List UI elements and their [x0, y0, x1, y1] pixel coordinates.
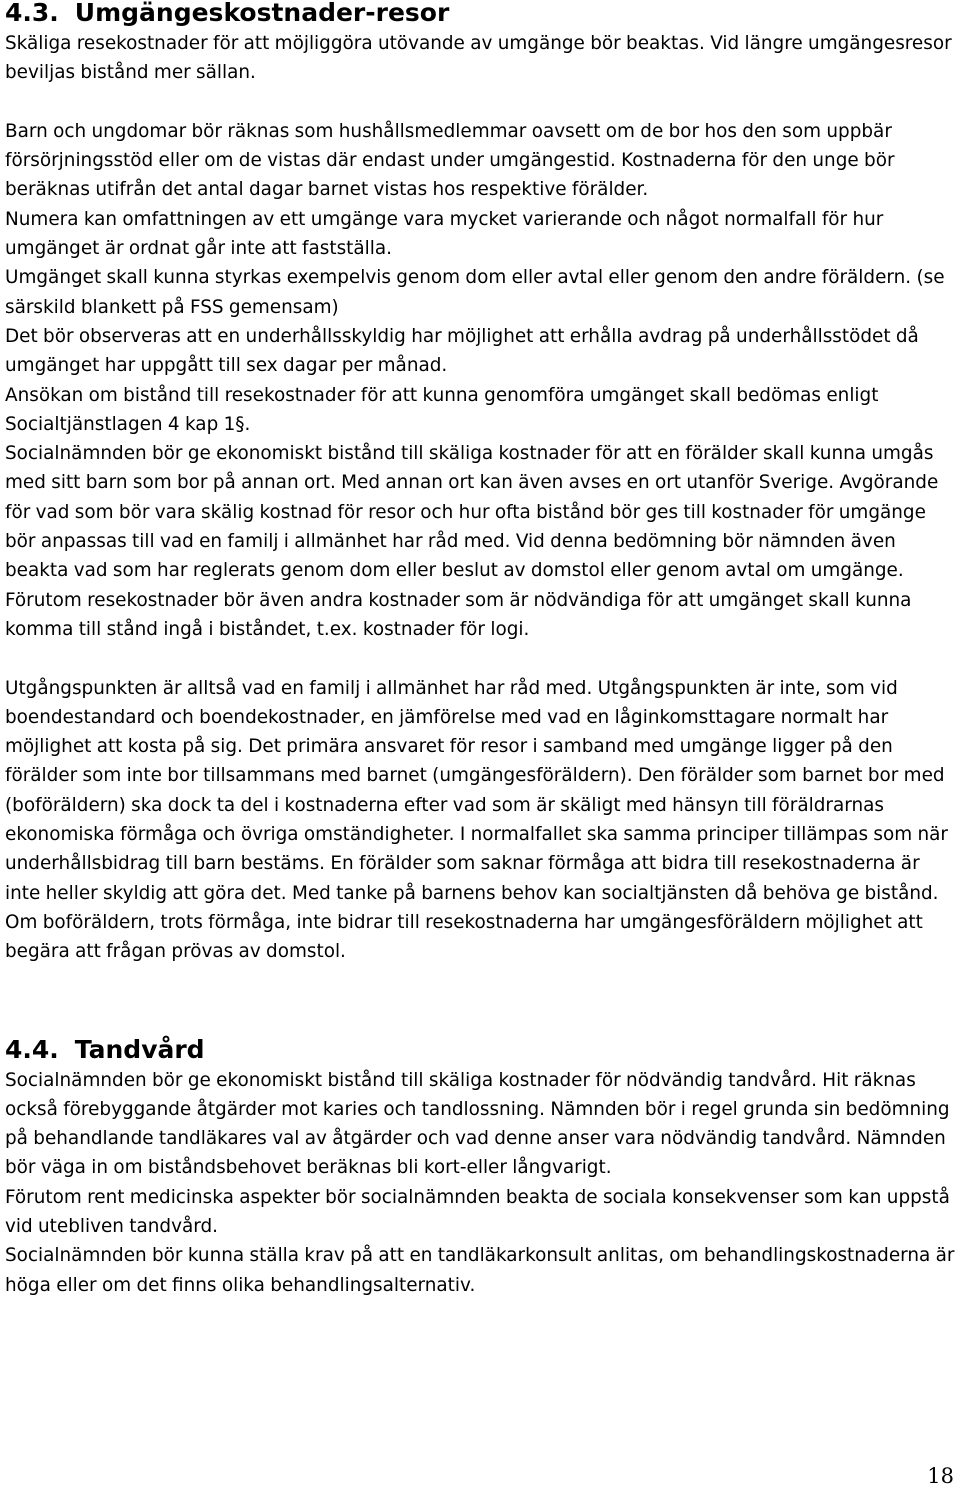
section-number: 4.4. — [5, 1034, 59, 1064]
paragraph-gap — [5, 88, 957, 117]
body-paragraph: Numera kan omfattningen av ett umgänge vara mycket varierande och något normalfall för hur umgänget är ordnat går inte att fastställa. — [5, 208, 884, 260]
body-paragraph: Socialnämnden bör ge ekonomiskt bistånd till skäliga kostnader för att en förälder skall kunna umgås med sitt barn som bor på annan ort. Med annan ort kan även avses en ort utanför Sverige. Avgörande för vad som bör vara skälig kostnad för resor och hur ofta bistånd bör ges till kostnader för umgänge bör anpassas till vad en familj i allmänhet har råd med. Vid denna bedömning bör nämnden även beakta vad som har reglerats genom dom eller beslut av domstol eller genom avtal om umgänge. Förutom resekostnader bör även andra kostnader som är nödvändiga för att umgänget skall kunna komma till stånd ingå i biståndet, t.ex. kostnader för logi. — [5, 443, 939, 640]
body-paragraph: Ansökan om bistånd till resekostnader för att kunna genomföra umgänget skall bedömas enligt Socialtjänstlagen 4 kap 1§. — [5, 384, 879, 435]
body-paragraph: Barn och ungdomar bör räknas som hushållsmedlemmar oavsett om de bor hos den som uppbär försörjningsstöd eller om de vistas där endast under umgängestid. Kostnaderna för den unge bör beräknas utifrån det antal dagar barnet vistas hos respektive förälder. — [5, 120, 895, 201]
section-title: Tandvård — [74, 1034, 205, 1064]
section-heading-umgangeskostnader — [5, 0, 957, 26]
document-page — [5, 0, 957, 1300]
body-paragraph: Socialnämnden bör ge ekonomiskt bistånd till skäliga kostnader för nödvändig tandvård. Hit räknas också förebyggande åtgärder mot karies och tandlossning. Nämnden bör i regel grunda sin bedömning på behandlande tandläkares val av åtgärder och vad denne anser vara nödvändig tandvård. Nämnden bör väga in om biståndsbehovet beräknas bli kort-eller långvarigt. — [5, 1069, 950, 1179]
body-paragraph: Umgänget skall kunna styrkas exempelvis genom dom eller avtal eller genom den andre föräldern. (se särskild blankett på FSS gemensam) — [5, 267, 945, 318]
body-paragraph: Det bör observeras att en underhållsskyldig har möjlighet att erhålla avdrag på underhållsstödet då umgänget har uppgått till sex dagar per månad. — [5, 325, 919, 377]
paragraph-gap — [5, 644, 957, 673]
section-number: 4.3. — [5, 0, 59, 27]
section-title: Umgängeskostnader-resor — [74, 0, 450, 27]
body-paragraph: Utgångspunkten är alltså vad en familj i allmänhet har råd med. Utgångspunkten är inte, som vid boendestandard och boendekostnader, en jämförelse med vad en låginkomsttagare normalt har möjlighet att kosta på sig. Det primära ansvaret för resor i samband med umgänge ligger på den förälder som inte bor tillsammans med barnet (umgängesföräldern). Den förälder som barnet bor med (boföräldern) ska dock ta del i kostnaderna efter vad som är skäligt med hänsyn till föräldrarnas ekonomiska förmåga och övriga omständigheter. I normalfallet ska samma principer tillämpas som när underhållsbidrag till barn bestäms. En förälder som saknar förmåga att bidra till resekostnaderna är inte heller skyldig att göra det. Med tanke på barnens behov kan socialtjänsten då behöva ge bistånd. Om boföräldern, trots förmåga, inte bidrar till resekostnaderna har umgängesföräldern möjlighet att begära att frågan prövas av domstol. — [5, 677, 948, 963]
section-heading-tandvard — [5, 1034, 957, 1064]
body-paragraph: Socialnämnden bör kunna ställa krav på att en tandläkarkonsult anlitas, om behandlingskostnaderna är höga eller om det finns olika behandlingsalternativ. — [5, 1245, 955, 1296]
intro-paragraph: Skäliga resekostnader för att möjliggöra utövande av umgänge bör beaktas. Vid längre umgängesresor beviljas bistånd mer sällan. — [5, 33, 952, 84]
body-paragraph: Förutom rent medicinska aspekter bör socialnämnden beakta de sociala konsekvenser som kan uppstå vid utebliven tandvård. — [5, 1186, 950, 1237]
page-number: 18 — [927, 1464, 954, 1488]
